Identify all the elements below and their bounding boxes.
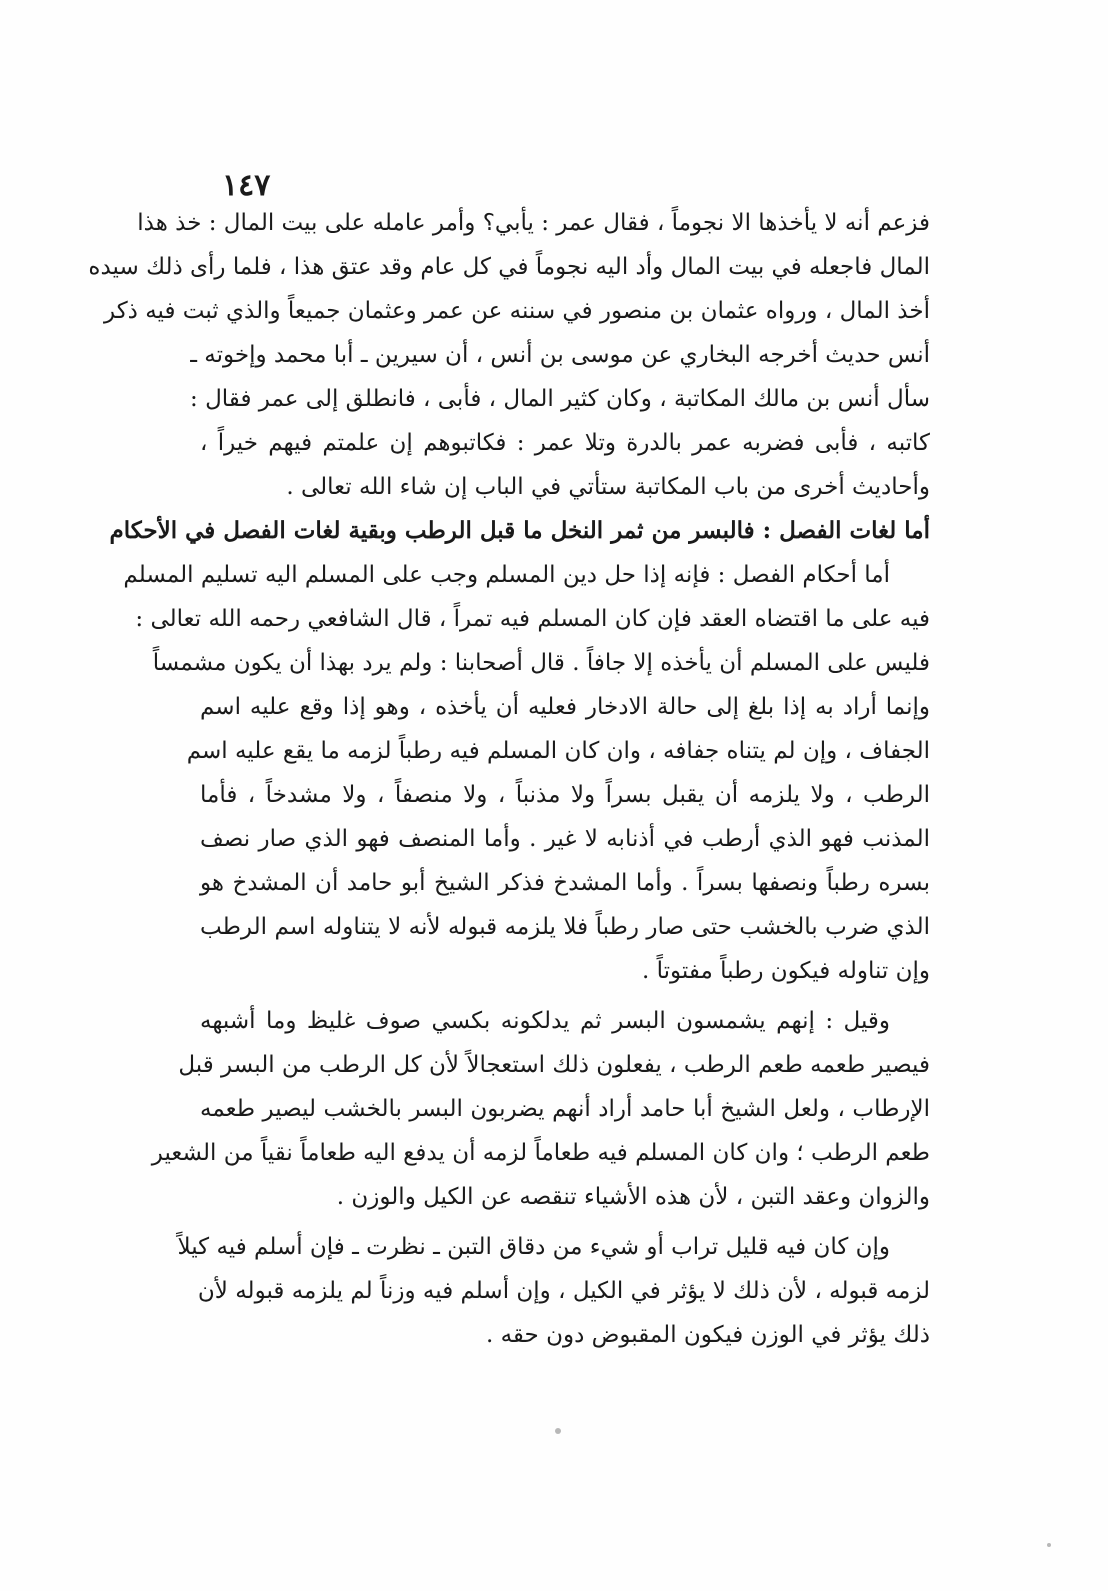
- text-line: فزعم أنه لا يأخذها الا نجوماً ، فقال عمر : يأبي؟ وأمر عامله على بيت المال : خذ هذا: [137, 210, 930, 236]
- paragraph-1: [88, 201, 930, 509]
- scan-speck: [555, 1428, 561, 1434]
- section-heading-line: أما لغات الفصل : فالبسر من ثمر النخل ما قبل الرطب وبقية لغات الفصل في الأحكام: [109, 517, 930, 544]
- text-line: أخذ المال ، ورواه عثمان بن منصور في سننه عن عمر وعثمان جميعاً والذي ثبت فيه ذكر: [104, 298, 930, 324]
- text-line: لزمه قبوله ، لأن ذلك لا يؤثر في الكيل ، وإن أسلم فيه وزناً لم يلزمه قبوله لأن: [197, 1278, 930, 1304]
- page-number: ١٤٧: [222, 168, 271, 203]
- text-line: وإن كان فيه قليل تراب أو شيء من دقاق التبن ـ نظرت ـ فإن أسلم فيه كيلاً: [177, 1234, 890, 1260]
- text-line: بسره رطباً ونصفها بسراً . وأما المشدخ فذكر الشيخ أبو حامد أن المشدخ هو: [200, 870, 930, 896]
- text-line: أنس حديث أخرجه البخاري عن موسى بن أنس ، أن سيرين ـ أبا محمد وإخوته ـ: [190, 342, 930, 368]
- text-line: وإن تناوله فيكون رطباً مفتوتاً .: [641, 958, 930, 984]
- text-line: الذي ضرب بالخشب حتى صار رطباً فلا يلزمه قبوله لأنه لا يتناوله اسم الرطب: [200, 914, 930, 940]
- paragraph-5: [177, 1225, 930, 1357]
- text-line: أما أحكام الفصل : فإنه إذا حل دين المسلم وجب على المسلم اليه تسليم المسلم: [123, 562, 890, 588]
- text-line: سأل أنس بن مالك المكاتبة ، وكان كثير المال ، فأبى ، فانطلق إلى عمر فقال :: [190, 386, 930, 412]
- body-text: [88, 201, 930, 1357]
- text-line: الرطب ، ولا يلزمه أن يقبل بسراً ولا مذنباً ، ولا منصفاً ، ولا مشدخاً ، فأما: [200, 782, 930, 808]
- text-line: الجفاف ، وإن لم يتناه جفافه ، وان كان المسلم فيه رطباً لزمه ما يقع عليه اسم: [186, 738, 930, 764]
- text-line: كاتبه ، فأبى فضربه عمر بالدرة وتلا عمر : فكاتبوهم إن علمتم فيهم خيراً ،: [200, 430, 930, 456]
- text-line: المال فاجعله في بيت المال وأد اليه نجوماً في كل عام وقد عتق هذا ، فلما رأى ذلك سيده: [88, 254, 930, 280]
- scan-speck: [1047, 1543, 1051, 1547]
- text-line: الإرطاب ، ولعل الشيخ أبا حامد أراد أنهم يضربون البسر بالخشب ليصير طعمه: [200, 1096, 930, 1122]
- text-line: وقيل : إنهم يشمسون البسر ثم يدلكونه بكسي صوف غليظ وما أشبهه: [200, 1008, 890, 1034]
- text-line: فيصير طعمه طعم الرطب ، يفعلون ذلك استعجالاً لأن كل الرطب من البسر قبل: [178, 1052, 930, 1078]
- text-line: فيه على ما اقتضاه العقد فإن كان المسلم فيه تمراً ، قال الشافعي رحمه الله تعالى :: [135, 606, 930, 632]
- text-line: طعم الرطب ؛ وان كان المسلم فيه طعاماً لزمه أن يدفع اليه طعاماً نقياً من الشعير: [151, 1140, 930, 1166]
- text-line: فليس على المسلم أن يأخذه إلا جافاً . قال أصحابنا : ولم يرد بهذا أن يكون مشمساً: [152, 650, 930, 676]
- paragraph-4: [151, 999, 930, 1219]
- text-line: وإنما أراد به إذا بلغ إلى حالة الادخار فعليه أن يأخذه ، وهو إذا وقع عليه اسم: [200, 694, 930, 720]
- paragraph-2: [109, 509, 930, 553]
- text-line: وأحاديث أخرى من باب المكاتبة ستأتي في الباب إن شاء الله تعالى .: [286, 474, 930, 500]
- paragraph-3: [123, 553, 930, 993]
- text-line: والزوان وعقد التبن ، لأن هذه الأشياء تنقصه عن الكيل والوزن .: [336, 1184, 930, 1210]
- text-line: ذلك يؤثر في الوزن فيكون المقبوض دون حقه .: [485, 1322, 930, 1348]
- text-line: المذنب فهو الذي أرطب في أذنابه لا غير . وأما المنصف فهو الذي صار نصف: [200, 826, 930, 852]
